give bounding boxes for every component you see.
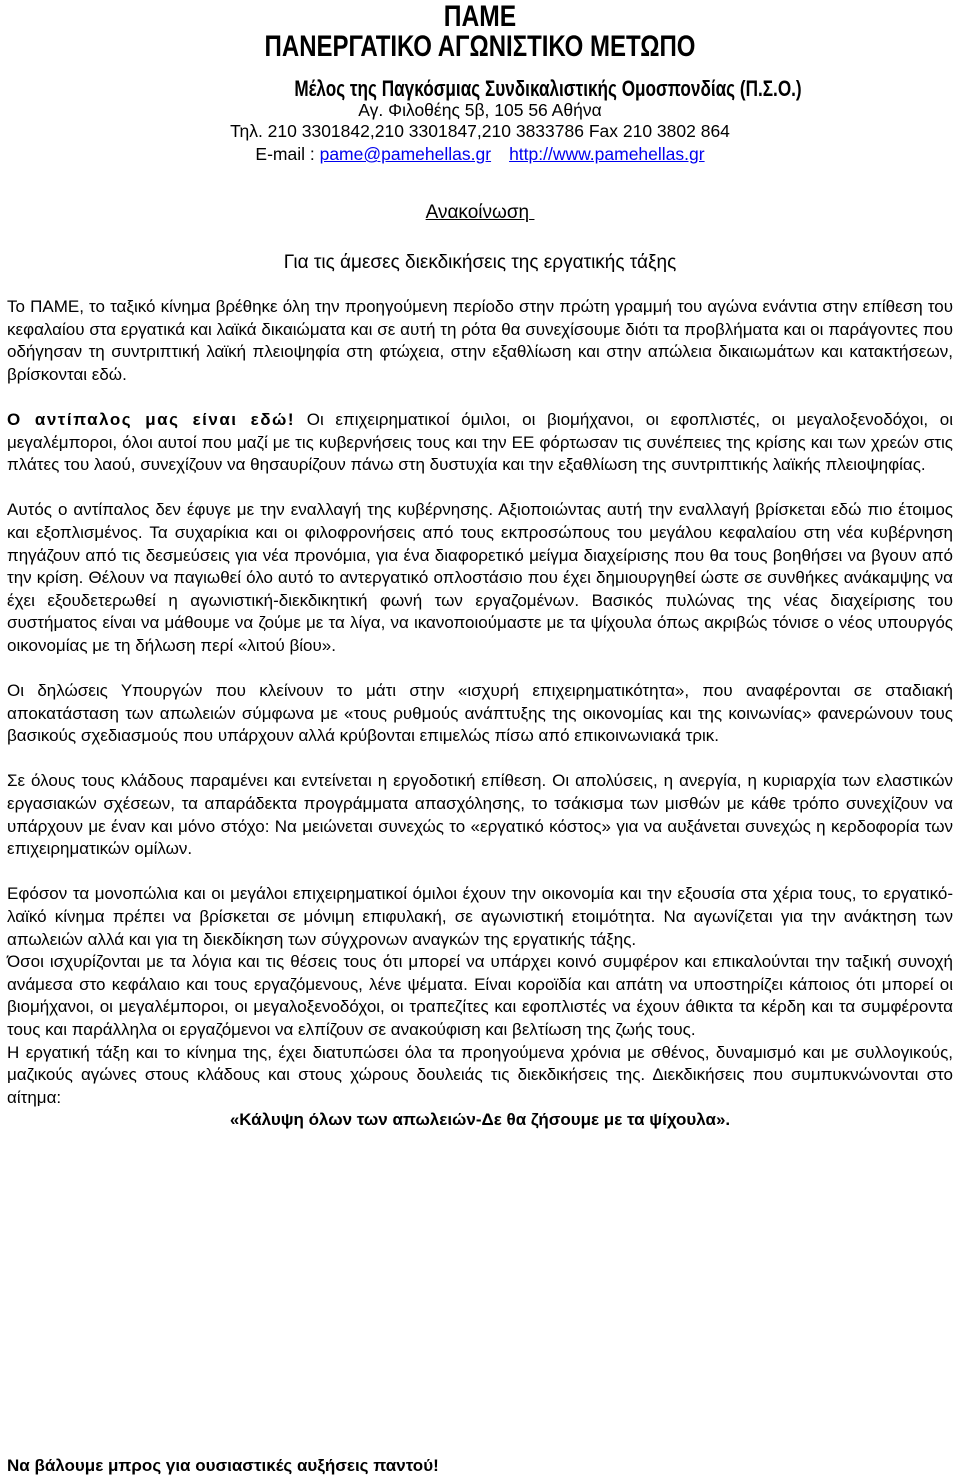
org-full-name: ΠΑΝΕΡΓΑΤΙΚΟ ΑΓΩΝΙΣΤΙΚΟ ΜΕΤΩΠΟ	[264, 30, 696, 63]
demand-slogan: «Κάλυψη όλων των απωλειών-Δε θα ζήσουμε με τα ψίχουλα».	[229, 1110, 731, 1130]
paragraph-2-text: Οι επιχειρηματικοί όμιλοι, οι βιομήχανοι, οι εφοπλιστές, οι μεγαλοξενοδόχοι, οι μεγαλέμποροι, όλοι αυτοί που μαζί με τις κυβερνήσεις τους και την ΕΕ φόρτωσαν τις συνέπειες της κρίσης και των χρεών στις πλάτες του λαού, συνεχίζουν να θησαυρίζουν πάνω στη δυστυχία και την εξαθλίωση της συντριπτικής λαϊκής πλειοψηφίας.	[7, 409, 954, 475]
paragraph-2-lead: Ο αντίπαλος μας είναι εδώ!	[7, 409, 296, 429]
website-link[interactable]: http://www.pamehellas.gr	[509, 144, 705, 164]
paragraph-4: Οι δηλώσεις Υπουργών που κλείνουν το μάτι στην «ισχυρή επιχειρηματικότητα», που αναφέρονται σε σταδιακή αποκατάσταση των απωλειών σύμφωνα με «τους ρυθμούς ανάπτυξης της οικονομίας και της κοινωνίας» φανερώνουν τους βασικούς σχεδιασμούς που υπάρχουν αλλά κρύβονται επιμελώς πίσω από επικοινωνιακά τρικ.	[7, 681, 953, 746]
address-line: Αγ. Φιλοθέης 5β, 105 56 Αθήνα	[358, 100, 602, 120]
email-link[interactable]: pame@pamehellas.gr	[319, 144, 492, 164]
announcement-subtitle: Για τις άμεσες διεκδικήσεις της εργατικής τάξης	[283, 252, 677, 273]
closing-slogan: Να βάλουμε μπρος για ουσιαστικές αυξήσεις παντού!	[7, 1456, 439, 1475]
document-body	[7, 296, 953, 1132]
org-short-name: ΠΑΜΕ	[443, 0, 517, 33]
membership-line: Μέλος της Παγκόσμιας Συνδικαλιστικής Ομοσπονδίας (Π.Σ.Ο.)	[294, 76, 802, 101]
paragraph-2	[7, 409, 953, 477]
paragraph-3: Αυτός ο αντίπαλος δεν έφυγε με την εναλλαγή της κυβέρνησης. Αξιοποιώντας αυτή την εναλλαγή βρίσκεται εδώ πιο έτοιμος και εξοπλισμένος. Τα συχαρίκια και οι φιλοφρονήσεις από τους εκπροσώπους του μεγάλου κεφαλαίου στη νέα κυβέρνηση πηγάζουν από τις δεσμεύσεις για νέα προνόμια, για ένα διαφορετικό μείγμα διαχείρισης που θα τους βοηθήσει να βγουν από την κρίση. Θέλουν να παγιωθεί όλο αυτό το αντεργατικό οπλοστάσιο που έχει δημιουργηθεί ώστε σε συνθήκες ανάκαμψης να έχει εξουδετερωθεί η αγωνιστική-διεκδικητική φωνή των εργαζομένων. Βασικός πυλώνας της νέας διαχείρισης του συστήματος είναι να μάθουμε να ζούμε με τα λίγα, να ικανοποιούμαστε με τα ψίχουλα όπως ακριβώς τόνισε ο νέος υπουργός οικονομίας με τη δήλωση περί «λιτού βίου».	[7, 500, 953, 655]
paragraph-5: Σε όλους τους κλάδους παραμένει και εντείνεται η εργοδοτική επίθεση. Οι απολύσεις, η ανεργία, η κυριαρχία των ελαστικών εργασιακών σχέσεων, τα απαράδεκτα προγράμματα απασχόλησης, το τσάκισμα των μισθών με κάθε τρόπο συνεχίζουν να υπάρχουν με έναν και μόνο στόχο: Να μειώνεται συνεχώς το «εργατικό κόστος» για να αυξάνεται συνεχώς η κερδοφορία των επιχειρηματικών ομίλων.	[7, 771, 953, 859]
contact-line	[0, 143, 960, 165]
paragraph-6: Εφόσον τα μονοπώλια και οι μεγάλοι επιχειρηματικοί όμιλοι έχουν την οικονομία και την εξουσία στα χέρια τους, το εργατικό-λαϊκό κίνημα πρέπει να βρίσκεται σε μόνιμη επιφυλακή, σε αγωνιστική ετοιμότητα. Να αγωνίζεται για την ανάκτηση των απωλειών αλλά και για τη διεκδίκηση των σύγχρονων αναγκών της εργατικής τάξης.	[7, 884, 953, 949]
paragraph-1: Το ΠΑΜΕ, το ταξικό κίνημα βρέθηκε όλη την προηγούμενη περίοδο στην πρώτη γραμμή του αγώνα ενάντια στην επίθεση του κεφαλαίου στα εργατικά και λαϊκά δικαιώματα και σε αυτή τη ρότα θα συνεχίσουμε διότι τα προβλήματα και οι παράγοντες που οδήγησαν τη συντριπτική λαϊκή πλειοψηφία στη φτώχεια, στην εξαθλίωση και στην απώλεια δικαιωμάτων και κατακτήσεων, βρίσκονται εδώ.	[7, 297, 953, 384]
announcement-title-text: Ανακοίνωση	[425, 202, 530, 223]
email-label: E-mail :	[255, 144, 315, 164]
paragraph-7: Όσοι ισχυρίζονται με τα λόγια και τις θέσεις τους ότι μπορεί να υπάρχει κοινό συμφέρον και επικαλούνται την ταξική συνοχή ανάμεσα στο κεφάλαιο και τους εργαζόμενους, λένε ψέματα. Είναι κοροϊδία και απάτη να υποστηρίζει κάποιος ότι μπορεί οι βιομήχανοι, οι μεγαλέμποροι, οι μεγαλοξενοδόχοι, οι τραπεζίτες και εφοπλιστές να έχουν άθικτα τα κέρδη και τα συμφέροντα τους και παράλληλα οι εργαζόμενοι να ελπίζουν σε ανακούφιση και βελτίωση της ζωής τους.	[7, 952, 953, 1039]
phone-line: Τηλ. 210 3301842,210 3301847,210 3833786 Fax 210 3802 864	[230, 121, 730, 141]
announcement-title	[0, 201, 960, 225]
paragraph-8: Η εργατική τάξη και το κίνημα της, έχει διατυπώσει όλα τα προηγούμενα χρόνια με σθένος, δυναμισμό και με συλλογικούς, μαζικούς αγώνες στους κλάδους και στους χώρους δουλειάς τις διεκδικήσεις της. Διεκδικήσεις που συμπυκνώνονται στο αίτημα:	[7, 1042, 953, 1107]
